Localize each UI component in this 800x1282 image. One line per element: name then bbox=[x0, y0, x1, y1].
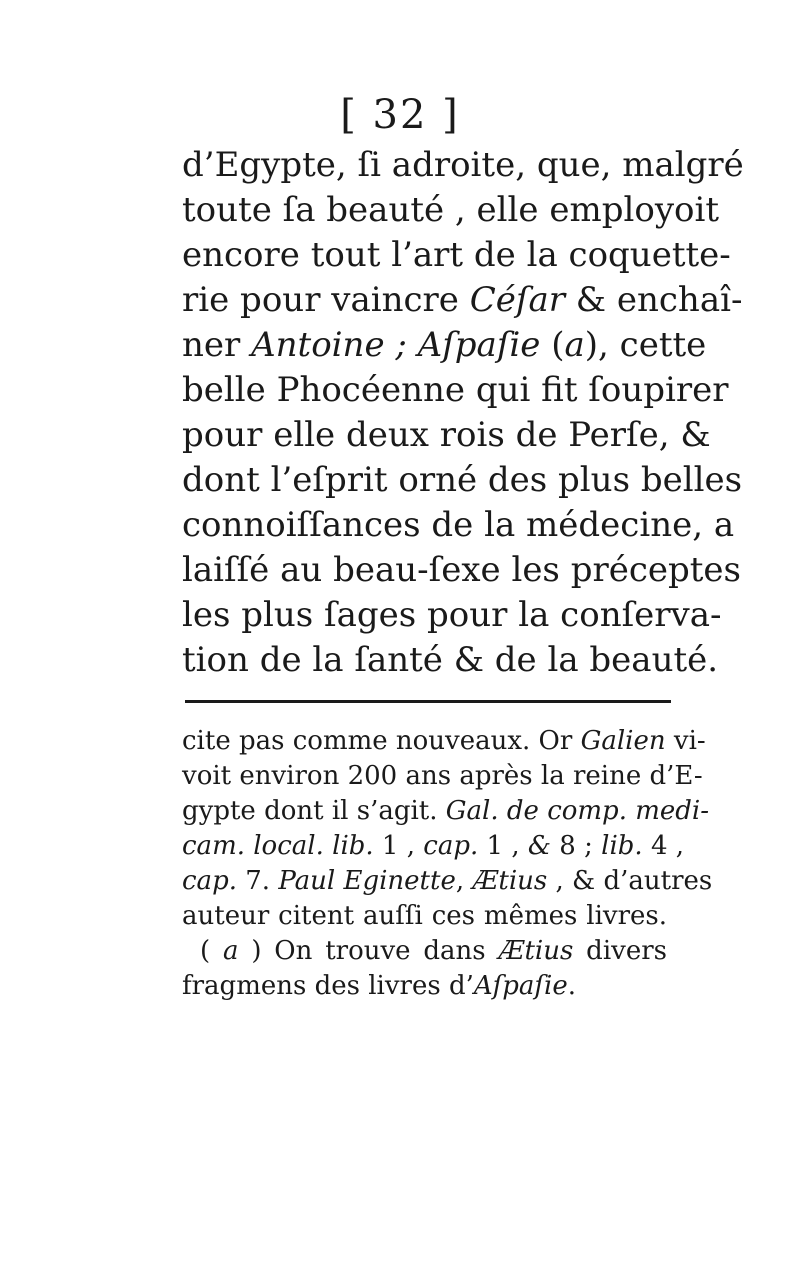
main-text-line: rie pour vaincre Céſar & enchaî- bbox=[182, 280, 743, 320]
main-text-line: connoiſſances de la médecine, a bbox=[182, 505, 735, 545]
main-text-line: tion de la ſanté & de la beauté. bbox=[182, 640, 719, 680]
footnote-line: cite pas comme nouveaux. Or Galien vi- bbox=[182, 726, 706, 756]
main-text-line: ner Antoine ; Aſpaſie (a), cette bbox=[182, 325, 707, 365]
italic-text: & bbox=[527, 831, 552, 861]
footnote-line: voit environ 200 ans après la reine d’E- bbox=[182, 761, 703, 791]
main-text-line: encore tout l’art de la coquette- bbox=[182, 235, 731, 275]
footnote-line: ( a ) On trouve dans Ætius divers bbox=[200, 936, 667, 966]
page-number: [ 32 ] bbox=[340, 92, 460, 138]
italic-text: Gal. de comp. medi- bbox=[445, 796, 710, 826]
italic-text: Paul Eginette bbox=[278, 866, 456, 896]
italic-text: Antoine ; bbox=[251, 325, 407, 365]
italic-text: a bbox=[222, 936, 239, 966]
footnotes bbox=[182, 724, 713, 1004]
main-text-line: d’Egypte, ſi adroite, que, malgré bbox=[182, 145, 744, 185]
italic-text: cam. local. lib. bbox=[182, 831, 374, 861]
main-text-line: dont l’eſprit orné des plus belles bbox=[182, 460, 743, 500]
main-text-line: pour elle deux rois de Perſe, & bbox=[182, 415, 711, 455]
footnote-line: fragmens des livres d’Aſpaſie. bbox=[182, 971, 577, 1001]
italic-text: cap. bbox=[423, 831, 479, 861]
italic-text: cap. bbox=[182, 866, 237, 896]
footnote-line: auteur citent auſſi ces mêmes livres. bbox=[182, 901, 667, 931]
main-text-line: toute ſa beauté , elle employoit bbox=[182, 190, 720, 230]
footnote-line: cam. local. lib. 1 , cap. 1 , & 8 ; lib. 4 , bbox=[182, 831, 685, 861]
italic-text: a bbox=[564, 325, 585, 365]
footnote-rule bbox=[185, 700, 671, 703]
footnote-line: gypte dont il s’agit. Gal. de comp. medi- bbox=[182, 796, 710, 826]
italic-text: Aſpaſie bbox=[473, 971, 568, 1001]
main-text-line: belle Phocéenne qui fit ſoupirer bbox=[182, 370, 729, 410]
main-text-line: les plus ſages pour la conſerva- bbox=[182, 595, 722, 635]
italic-text: Ætius bbox=[472, 866, 548, 896]
italic-text: Ætius bbox=[498, 936, 574, 966]
italic-text: Aſpaſie bbox=[417, 325, 541, 365]
footnote-line: cap. 7. Paul Eginette, Ætius , & d’autres bbox=[182, 866, 713, 896]
italic-text: lib. bbox=[601, 831, 643, 861]
main-text bbox=[182, 143, 744, 683]
italic-text: Galien bbox=[580, 726, 666, 756]
italic-text: Céſar bbox=[469, 280, 565, 320]
main-text-line: laiſſé au beau-ſexe les préceptes bbox=[182, 550, 741, 590]
